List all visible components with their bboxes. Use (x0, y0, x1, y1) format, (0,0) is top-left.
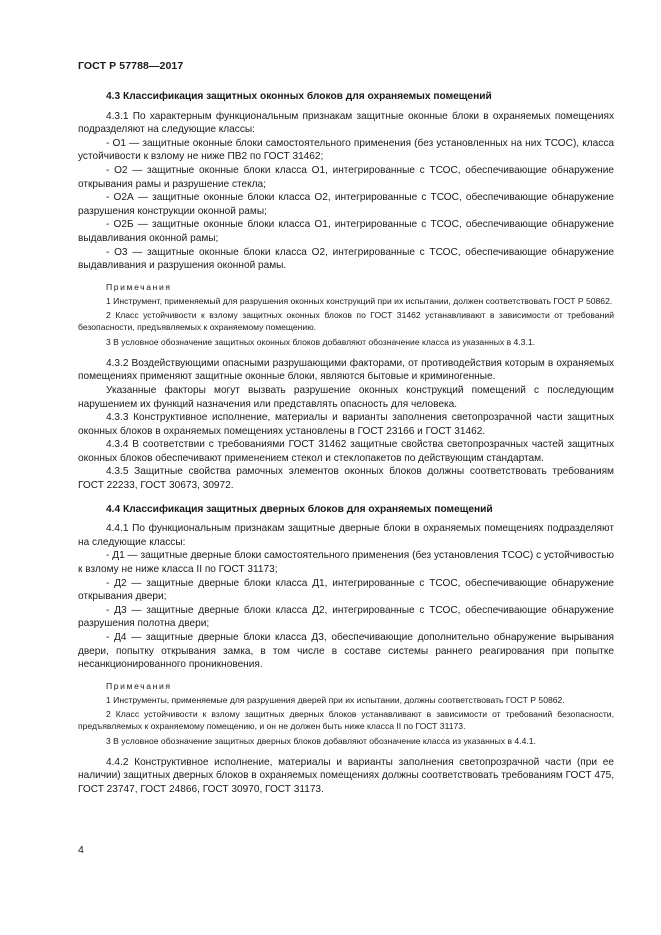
list-item: - О2А — защитные оконные блоки класса О2, интегрированные с ТСОС, обеспечивающие обнаружение разрушения конструкции оконной рамы; (78, 192, 614, 217)
list-item: - Д4 — защитные дверные блоки класса Д3, обеспечивающие дополнительно обнаружение вырывания двери, попытку открывания замка, в том числе в составе системы раннего реагирования при попытке несанкционированного проникновения. (78, 632, 614, 671)
section-title-4-3: 4.3 Классификация защитных оконных блоков для охраняемых помещений (106, 91, 492, 102)
section-title-4-4: 4.4 Классификация защитных дверных блоков для охраняемых помещений (106, 503, 493, 515)
notes-heading: Примечания (106, 680, 172, 691)
list-item: - Д2 — защитные дверные блоки класса Д1, интегрированные с ТСОС, обеспечивающие обнаружение открывания двери; (78, 577, 614, 603)
note-item: 3 В условное обозначение защитных дверных блоков добавляют обозначение класса из указанных в 4.4.1. (106, 735, 536, 746)
paragraph-4-3-3: 4.3.3 Конструктивное исполнение, материалы и варианты заполнения светопрозрачной части защитных оконных блоков в охраняемых помещениях установлены в ГОСТ 23166 и ГОСТ 31462. (78, 412, 614, 437)
notes-heading: Примечания (106, 281, 172, 292)
notes-4-3 (78, 281, 614, 348)
paragraph-4-3-2: 4.3.2 Воздействующими опасными разрушающими факторами, от противодействия которым в охраняемых помещениях применяют защитные оконные блоки, являются бытовые и криминогенные. (78, 357, 614, 383)
paragraph-4-3-1: 4.3.1 По характерным функциональным признакам защитные оконные блоки в охраняемых помещениях подразделяют на следующие классы: (78, 110, 614, 136)
list-item: - О3 — защитные оконные блоки класса О2, интегрированные с ТСОС, обеспечивающие обнаружение выдавливания и разрушения оконной рамы. (78, 246, 614, 272)
note-item: 2 Класс устойчивости к взлому защитных дверных блоков устанавливают в зависимости от требований безопасности, предъявляемых к охраняемому помещению, и он не должен быть ниже класса II по ГОСТ 31173. (78, 709, 614, 732)
list-item: - О2 — защитные оконные блоки класса О1, интегрированные с ТСОС, обеспечивающие обнаружение открывания рамы и разрушение стекла; (78, 164, 614, 190)
paragraph-4-3-2b: Указанные факторы могут вызвать разрушение оконных конструкций помещений с последующим нарушением их функций назначения или представлять опасность для человека. (78, 384, 614, 410)
document-header: ГОСТ Р 57788—2017 (78, 60, 184, 72)
notes-4-4 (78, 680, 614, 747)
note-item: 1 Инструменты, применяемые для разрушения дверей при их испытании, должны соответствовать ГОСТ Р 50862. (106, 695, 565, 705)
note-item: 3 В условное обозначение защитных оконных блоков добавляют обозначение класса из указанных в 4.3.1. (106, 336, 536, 347)
paragraph-4-4-2: 4.4.2 Конструктивное исполнение, материалы и варианты заполнения светопрозрачной части (при ее наличии) защитных дверных блоков в охраняемых помещениях должны соответствовать требованиям ГОСТ 475, ГОСТ 23747, ГОСТ 24866, ГОСТ 30970, ГОСТ 31173. (78, 756, 614, 795)
document-body (78, 90, 614, 797)
paragraph-4-3-5: 4.3.5 Защитные свойства рамочных элементов оконных блоков должны соответствовать требованиям ГОСТ 22233, ГОСТ 30673, 30972. (78, 466, 614, 492)
page-number: 4 (78, 844, 84, 856)
list-item: - Д3 — защитные дверные блоки класса Д2, интегрированные с ТСОС, обеспечивающие обнаружение разрушения полотна двери; (78, 604, 614, 630)
list-item: - О1 — защитные оконные блоки самостоятельного применения (без установленных на них ТСОС), класса устойчивости к взлому не ниже ПВ2 по ГОСТ 31462; (78, 137, 614, 163)
list-item: - Д1 — защитные дверные блоки самостоятельного применения (без установления ТСОС) с устойчивостью к взлому не ниже класса II по ГОСТ 31173; (78, 550, 614, 576)
paragraph-4-4-1: 4.4.1 По функциональным признакам защитные дверные блоки в охраняемых помещениях подразделяют на следующие классы: (78, 523, 614, 548)
note-item: 2 Класс устойчивости к взлому защитных оконных блоков по ГОСТ 31462 устанавливают в зависимости от требований безопасности, предъявляемых к охраняемому помещению. (78, 310, 614, 333)
list-item: - О2Б — защитные оконные блоки класса О1, интегрированные с ТСОС, обеспечивающие обнаружение выдавливания оконной рамы; (78, 219, 614, 244)
paragraph-4-3-4: 4.3.4 В соответствии с требованиями ГОСТ 31462 защитные свойства светопрозрачных частей защитных оконных блоков обеспечивают применением стекол и стеклопакетов по действующим стандартам. (78, 439, 614, 464)
note-item: 1 Инструмент, применяемый для разрушения оконных конструкций при их испытании, должен соответствовать ГОСТ Р 50862. (106, 295, 613, 306)
